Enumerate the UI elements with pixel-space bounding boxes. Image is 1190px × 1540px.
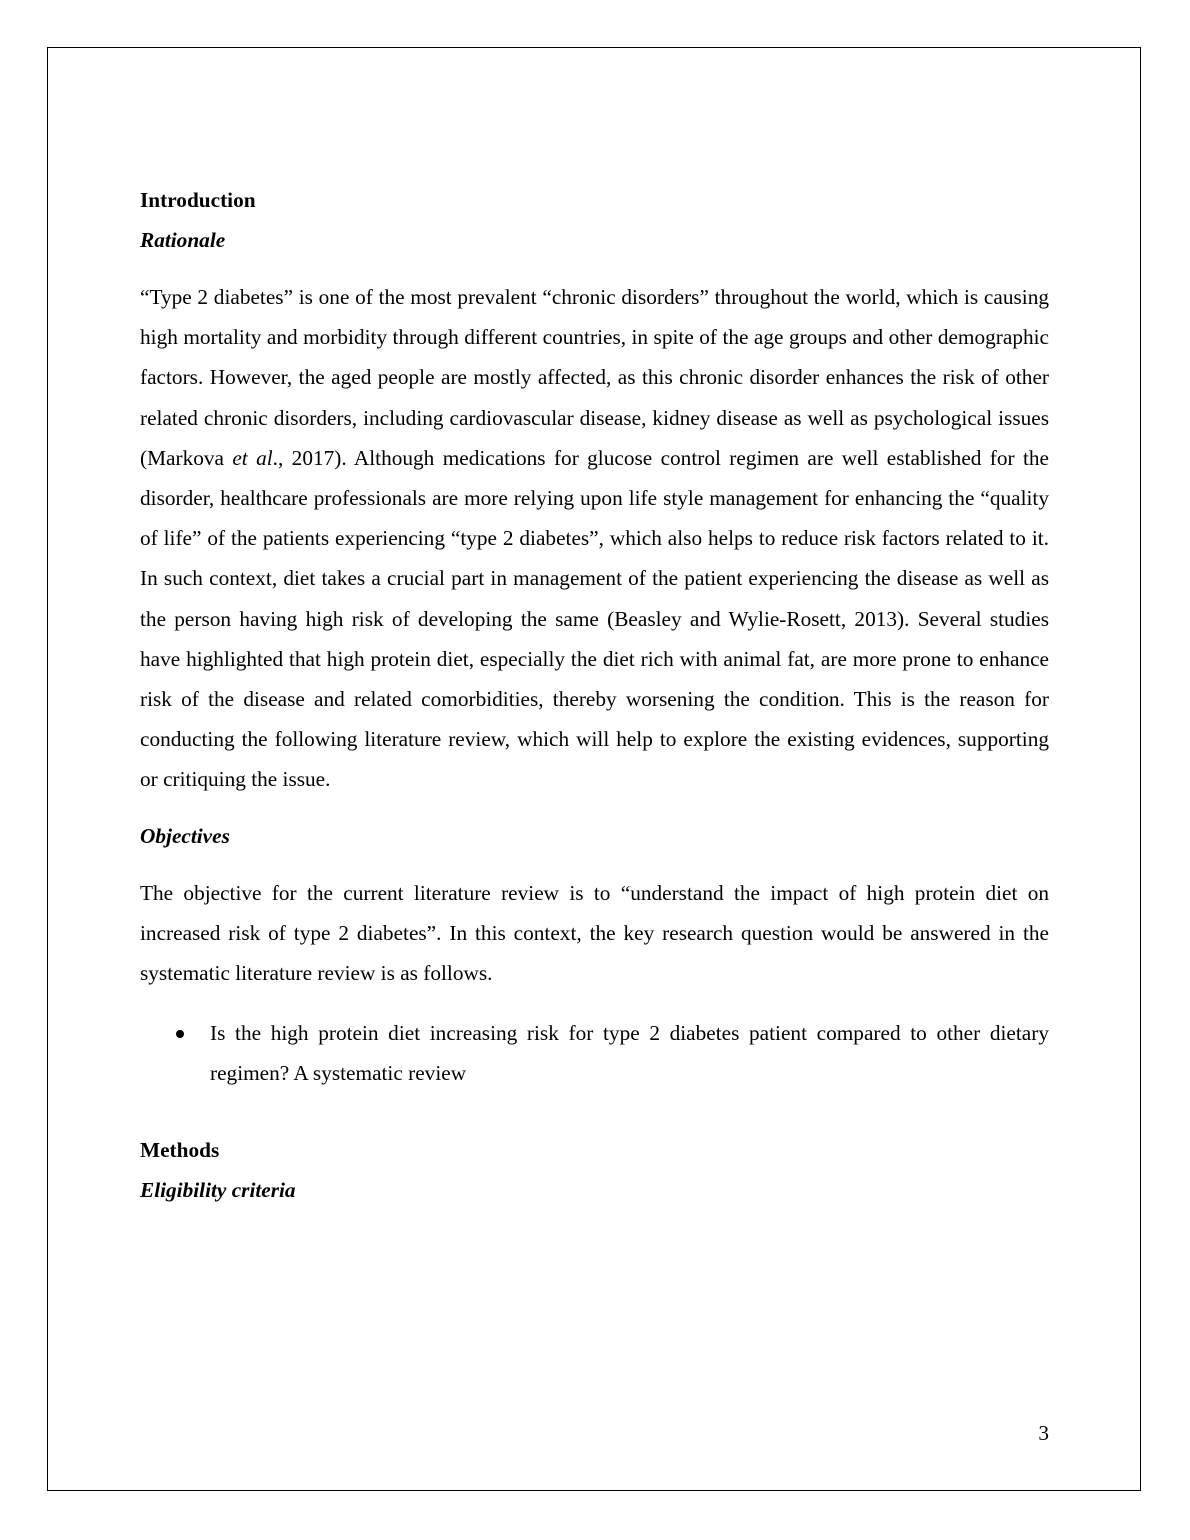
rationale-heading: Rationale <box>140 228 226 252</box>
page-number: 3 <box>1038 1421 1049 1445</box>
research-question-text: Is the high protein diet increasing risk for type 2 diabetes patient compared to other dietary regimen? A systematic review <box>210 1021 1049 1086</box>
rationale-text-part-1: “Type 2 diabetes” is one of the most prevalent “chronic disorders” throughout the world, which is causing high mortality and morbidity through different countries, in spite of the age groups and other demographic factors. However, the aged people are mostly affected, as this chronic disorder enhances the risk of other related chronic disorders, including cardiovascular disease, kidney disease as well as psychological issues (Markova <box>140 285 1049 470</box>
eligibility-criteria-heading: Eligibility criteria <box>140 1177 296 1202</box>
research-question-list <box>140 1013 1049 1093</box>
introduction-heading: Introduction <box>140 188 256 212</box>
rationale-citation-italic: et al <box>232 445 273 470</box>
rationale-paragraph <box>140 277 1049 800</box>
bullet-icon <box>176 1030 184 1038</box>
rationale-text-part-2: ., 2017). Although medications for glucose control regimen are well established for the disorder, healthcare professionals are more relying upon life style management for enhancing the “quality of life” of the patients experiencing “type 2 diabetes”, which also helps to reduce risk factors related to it. In such context, diet takes a crucial part in management of the patient experiencing the disease as well as the person having high risk of developing the same (Beasley and Wylie-Rosett, 2013). Several studies have highlighted that high protein diet, especially the diet rich with animal fat, are more prone to enhance risk of the disease and related comorbidities, thereby worsening the condition. This is the reason for conducting the following literature review, which will help to explore the existing evidences, supporting or critiquing the issue. <box>140 445 1050 792</box>
objectives-paragraph: The objective for the current literature review is to “understand the impact of high protein diet on increased risk of type 2 diabetes”. In this context, the key research question would be answered in the systematic literature review is as follows. <box>140 880 1049 986</box>
list-item <box>140 1013 1049 1093</box>
methods-heading: Methods <box>140 1137 220 1162</box>
document-body <box>140 184 1049 1207</box>
objectives-heading: Objectives <box>140 823 230 848</box>
